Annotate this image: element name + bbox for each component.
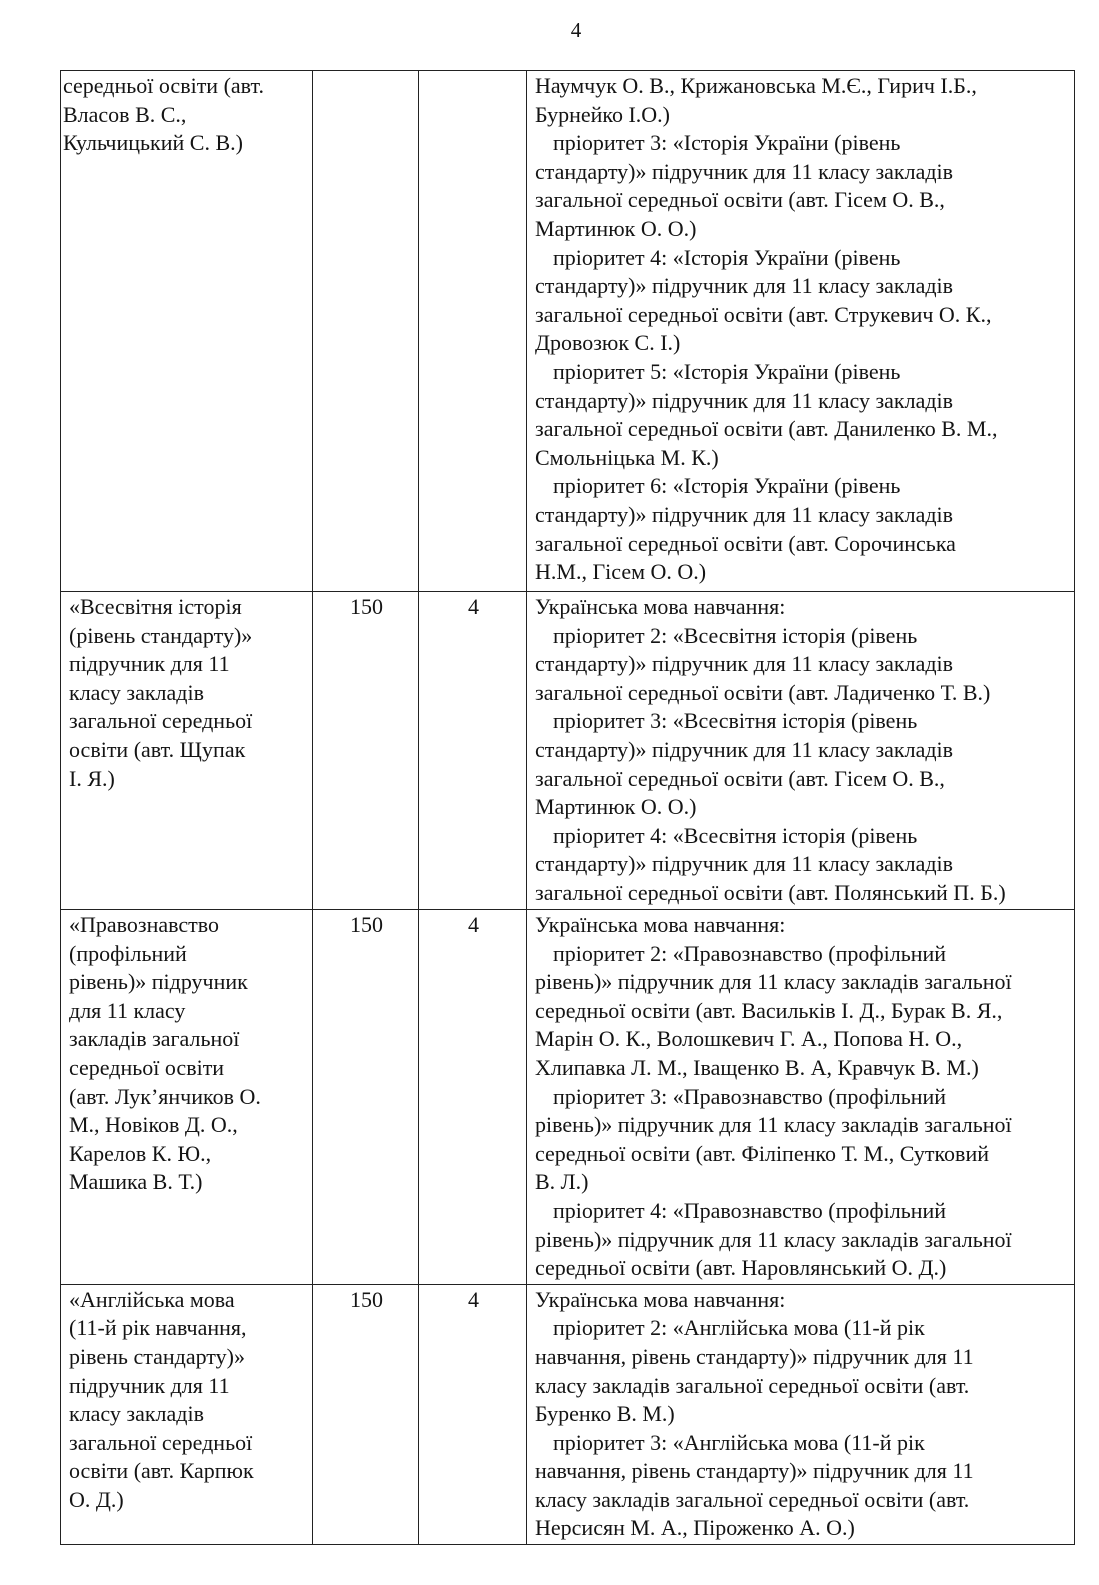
desc-line: пріоритет 3: «Історія України (рівень [553,130,901,156]
desc-line: середньої освіти (авт. Філіпенко Т. М., Сутковий [535,1140,989,1166]
desc-line: стандарту)» підручник для 11 класу закладів [535,851,954,877]
description-cell [527,1284,1075,1544]
priority-count-cell: 4 [419,592,527,910]
desc-line: Українська мова навчання: [535,594,786,619]
desc-line: Хлипавка Л. М., Іващенко В. А, Кравчук В. М.) [535,1054,979,1080]
title-cell [61,71,313,592]
desc-line: класу закладів загальної середньої освіти (авт. [535,1372,970,1398]
desc-line: пріоритет 4: «Правознавство (профільний [553,1197,947,1223]
desc-line: стандарту)» підручник для 11 класу закладів [535,651,954,677]
table-row [61,910,1075,1285]
desc-line: Українська мова навчання: [535,1286,786,1312]
desc-line: пріоритет 3: «Правознавство (профільний [553,1083,947,1109]
title-line: середньої освіти [69,1054,225,1080]
desc-line: пріоритет 2: «Правознавство (профільний [553,940,947,966]
desc-line: пріоритет 4: «Всесвітня історія (рівень [553,822,918,848]
textbook-table [60,70,1075,1545]
title-line: рівень)» підручник [69,969,248,995]
title-cell [61,1284,313,1544]
page-number: 4 [570,18,582,42]
title-line: (профільний [69,940,187,966]
desc-line: стандарту)» підручник для 11 класу закладів [535,273,954,299]
desc-line: Наумчук О. В., Крижановська М.Є., Гирич І.Б., [535,73,977,98]
desc-line: середньої освіти (авт. Наровлянський О. Д.) [535,1255,947,1281]
title-line: (рівень стандарту)» [69,622,253,648]
title-line: «Правознавство [69,912,219,937]
desc-line: класу закладів загальної середньої освіти (авт. [535,1486,970,1512]
title-line: середньої освіти (авт. [63,73,264,98]
title-line: класу закладів [69,679,204,705]
desc-line: пріоритет 4: «Історія України (рівень [553,244,901,270]
desc-line: загальної середньої освіти (авт. Полянський П. Б.) [535,879,1006,905]
title-line: «Англійська мова [69,1286,235,1312]
desc-line: Буренко В. М.) [535,1401,675,1427]
count-cell: 150 [313,592,419,910]
desc-line: пріоритет 3: «Всесвітня історія (рівень [553,708,918,734]
desc-line: Н.М., Гісем О. О.) [535,559,707,585]
priority-count-cell [419,71,527,592]
desc-line: загальної середньої освіти (авт. Сорочинська [535,530,956,556]
title-line: підручник для 11 [69,651,230,677]
priority-count-cell: 4 [419,910,527,1285]
desc-line: пріоритет 2: «Англійська мова (11-й рік [553,1315,925,1341]
title-line: О. Д.) [69,1486,124,1512]
desc-line: середньої освіти (авт. Васильків І. Д., Бурак В. Я., [535,997,1003,1023]
title-line: Власов В. С., [63,101,187,127]
table-row [61,592,1075,910]
desc-line: Нерсисян М. А., Піроженко А. О.) [535,1515,855,1541]
description-cell [527,71,1075,592]
title-line: рівень стандарту)» [69,1343,245,1369]
title-cell [61,910,313,1285]
title-line: для 11 класу [69,997,186,1023]
title-line: освіти (авт. Щупак [69,736,246,762]
desc-line: загальної середньої освіти (авт. Струкевич О. К., [535,301,992,327]
description-cell [527,592,1075,910]
title-line: І. Я.) [69,765,115,791]
title-line: закладів загальної [69,1026,240,1052]
title-cell [61,592,313,910]
desc-line: рівень)» підручник для 11 класу закладів загальної [535,1226,1012,1252]
desc-line: пріоритет 2: «Всесвітня історія (рівень [553,622,918,648]
desc-line: Бурнейко І.О.) [535,101,671,127]
title-line: підручник для 11 [69,1372,230,1398]
title-line: загальної середньої [69,708,253,734]
count-cell: 150 [313,1284,419,1544]
desc-line: Мартинюк О. О.) [535,215,697,241]
count-cell [313,71,419,592]
desc-line: рівень)» підручник для 11 класу закладів загальної [535,1112,1012,1138]
desc-line: рівень)» підручник для 11 класу закладів загальної [535,969,1012,995]
title-line: загальної середньої [69,1429,253,1455]
description-cell [527,910,1075,1285]
title-line: М., Новіков Д. О., [69,1112,238,1138]
desc-line: Українська мова навчання: [535,912,786,937]
count-cell: 150 [313,910,419,1285]
title-line: «Всесвітня історія [69,594,242,619]
title-line: Карелов К. Ю., [69,1140,212,1166]
desc-line: Мартинюк О. О.) [535,794,697,820]
desc-line: стандарту)» підручник для 11 класу закладів [535,501,954,527]
desc-line: загальної середньої освіти (авт. Ладиченко Т. В.) [535,679,991,705]
title-line: (авт. Лук’янчиков О. [69,1083,261,1109]
priority-count-cell: 4 [419,1284,527,1544]
desc-line: Марін О. К., Волошкевич Г. А., Попова Н. О., [535,1026,963,1052]
title-line: освіти (авт. Карпюк [69,1458,254,1484]
desc-line: навчання, рівень стандарту)» підручник для 11 [535,1458,974,1484]
desc-line: загальної середньої освіти (авт. Гісем О. В., [535,765,945,791]
desc-line: стандарту)» підручник для 11 класу закладів [535,387,954,413]
desc-line: стандарту)» підручник для 11 класу закладів [535,736,954,762]
title-line: Кульчицький С. В.) [63,130,243,156]
desc-line: пріоритет 5: «Історія України (рівень [553,358,901,384]
table-row [61,1284,1075,1544]
title-line: класу закладів [69,1401,204,1427]
desc-line: стандарту)» підручник для 11 класу закладів [535,158,954,184]
desc-line: загальної середньої освіти (авт. Гісем О. В., [535,187,945,213]
title-line: (11-й рік навчання, [69,1315,247,1341]
desc-line: загальної середньої освіти (авт. Даниленко В. М., [535,416,998,442]
title-line: Машика В. Т.) [69,1169,203,1195]
desc-line: навчання, рівень стандарту)» підручник для 11 [535,1343,974,1369]
desc-line: Дровозюк С. І.) [535,330,681,356]
desc-line: пріоритет 3: «Англійська мова (11-й рік [553,1429,925,1455]
desc-line: Смольніцька М. К.) [535,444,719,470]
desc-line: пріоритет 6: «Історія України (рівень [553,473,901,499]
table-row [61,71,1075,592]
desc-line: В. Л.) [535,1169,589,1195]
